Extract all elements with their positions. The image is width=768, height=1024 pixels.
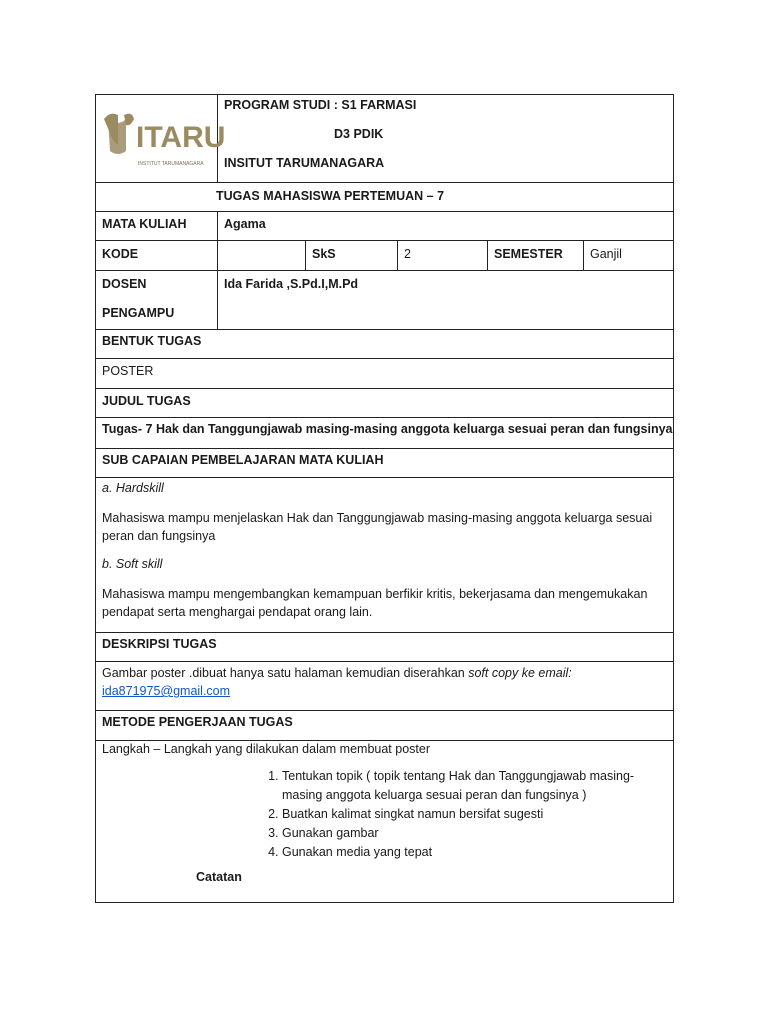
deskripsi-text: [102, 665, 572, 681]
list-item: 3. Gunakan gambar: [282, 824, 662, 843]
deskripsi-label-row: [96, 633, 673, 662]
bentuk-label: BENTUK TUGAS: [102, 334, 202, 348]
semester-label: SEMESTER: [494, 247, 563, 261]
bentuk-value: POSTER: [102, 364, 154, 378]
logo-subtext: INSTITUT TARUMANAGARA: [138, 161, 204, 167]
sub-capaian-content-row: [96, 478, 673, 633]
sks-label: SkS: [312, 247, 336, 261]
email-link[interactable]: ida871975@gmail.com: [102, 684, 231, 698]
dosen-label-line2: PENGAMPU: [102, 306, 175, 320]
institute-name: INSITUT TARUMANAGARA: [224, 156, 385, 170]
kode-label: KODE: [102, 247, 139, 261]
metode-intro: Langkah – Langkah yang dilakukan dalam membuat poster: [102, 742, 430, 756]
metode-content-row: [96, 741, 673, 902]
list-item: 4. Gunakan media yang tepat: [282, 843, 662, 862]
metode-label-row: [96, 711, 673, 741]
program-cell: [218, 95, 673, 182]
mata-kuliah-value-cell: [218, 212, 673, 240]
kode-value-cell: [218, 241, 306, 270]
sks-value-cell: [398, 241, 488, 270]
logo-text: ITARU: [136, 121, 226, 154]
deskripsi-text-italic: soft copy ke email:: [468, 666, 572, 680]
bentuk-label-row: [96, 330, 673, 359]
sub-capaian-label-row: [96, 449, 673, 478]
judul-label: JUDUL TUGAS: [102, 394, 191, 408]
deskripsi-label: DESKRIPSI TUGAS: [102, 637, 217, 651]
mata-kuliah-label-cell: [96, 212, 218, 240]
assignment-document: [95, 94, 674, 903]
dosen-row: [96, 271, 673, 330]
semester-label-cell: [488, 241, 584, 270]
hardskill-label: a. Hardskill: [102, 481, 164, 495]
kode-label-cell: [96, 241, 218, 270]
deskripsi-content-row: [96, 662, 673, 711]
bentuk-value-row: [96, 359, 673, 389]
softskill-label: b. Soft skill: [102, 557, 163, 571]
semester-value: Ganjil: [590, 247, 622, 261]
list-item: 1. Tentukan topik ( topik tentang Hak dan Tanggungjawab masing-masing anggota keluarga sesuai peran dan fungsinya ): [282, 767, 662, 805]
semester-value-cell: [584, 241, 673, 270]
deskripsi-text-plain: Gambar poster .dibuat hanya satu halaman kemudian diserahkan: [102, 666, 469, 680]
softskill-text: Mahasiswa mampu mengembangkan kemampuan berfikir kritis, bekerjasama dan mengemukakan pendapat serta menghargai pendapat orang lain.: [102, 587, 648, 619]
judul-value: Tugas- 7 Hak dan Tanggungjawab masing-masing anggota keluarga sesuai peran dan fungsinya: [102, 422, 673, 436]
mata-kuliah-label: MATA KULIAH: [102, 217, 187, 231]
sub-capaian-label: SUB CAPAIAN PEMBELAJARAN MATA KULIAH: [102, 453, 384, 467]
sks-label-cell: [306, 241, 398, 270]
steps-list: [256, 767, 662, 862]
judul-value-row: [96, 418, 673, 449]
header-row: [96, 95, 673, 183]
program-line-2: D3 PDIK: [334, 127, 384, 141]
dosen-value: Ida Farida ,S.Pd.I,M.Pd: [224, 277, 359, 291]
itaru-logo: [100, 105, 226, 169]
mata-kuliah-row: [96, 212, 673, 241]
judul-label-row: [96, 389, 673, 418]
program-line: PROGRAM STUDI : S1 FARMASI: [224, 98, 417, 112]
dosen-value-cell: [218, 271, 673, 329]
title-row: [96, 183, 673, 212]
mata-kuliah-value: Agama: [224, 217, 266, 231]
logo-cell: [96, 95, 226, 182]
dosen-label-line1: DOSEN: [102, 277, 147, 291]
catatan-label: Catatan: [196, 870, 242, 884]
list-item: 2. Buatkan kalimat singkat namun bersifat sugesti: [282, 805, 662, 824]
document-title: TUGAS MAHASISWA PERTEMUAN – 7: [216, 189, 445, 203]
sks-value: 2: [404, 247, 411, 261]
hardskill-text: Mahasiswa mampu menjelaskan Hak dan Tanggungjawab masing-masing anggota keluarga sesuai peran dan fungsinya: [102, 511, 653, 543]
dosen-label-cell: [96, 271, 218, 329]
kode-row: [96, 241, 673, 271]
metode-label: METODE PENGERJAAN TUGAS: [102, 715, 293, 729]
